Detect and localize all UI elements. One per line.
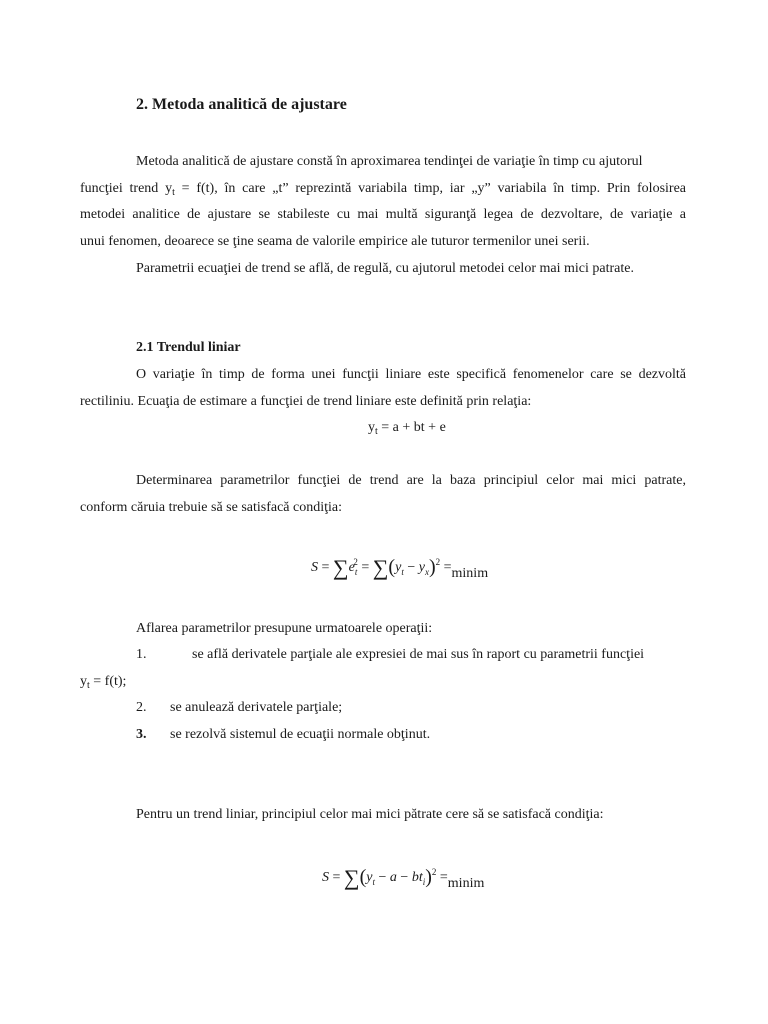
step-3-text: se rezolvă sistemul de ecuaţii normale obţinut. (170, 727, 431, 742)
step-1-number: 1. (136, 647, 147, 662)
step-1-text: se află derivatele parţiale ale expresiei de mai sus în raport cu parametrii funcţiei (192, 647, 645, 662)
intro-line-3: metodei analitice de ajustare se stabileste cu mai multă siguranţă legea de dezvoltare, de variaţie a (80, 207, 686, 222)
intro-line-2: funcţiei trend $y_t = f(t)$, în care „t” reprezintă variabila timp, iar „y” variabila în timp. Prin folosirea (80, 181, 686, 198)
step-1-continuation: $y_t = f(t)$; (80, 674, 127, 691)
linear-least-squares-formula: $S = \sum(y_t - a - bt_i)^2$ =minim (322, 865, 485, 891)
least-squares-formula: $S = \sum e_t^2 = \sum(y_t - y_x)^2$ =minim (311, 555, 489, 581)
linear-line-2: rectiliniu. Ecuaţia de estimare a funcţiei de trend liniare este definită prin relaţia: (80, 394, 532, 409)
linear-condition-text: Pentru un trend liniar, principiul celor mai mici pătrate cere să se satisfacă condiţia: (136, 807, 604, 822)
intro-line-4: unui fenomen, deoarece se ţine seama de valorile empirice ale tuturor termenilor unei serii. (80, 234, 590, 249)
step-2-text: se anulează derivatele parţiale; (170, 700, 343, 715)
linear-line-1: O variaţie în timp de forma unei funcţii liniare este specifică fenomenelor care se dezvoltă (136, 367, 686, 382)
step-3-number: 3. (136, 727, 147, 742)
determination-line-2: conform căruia trebuie să se satisfacă condiţia: (80, 500, 342, 515)
intro-line-5: Parametrii ecuaţiei de trend se află, de regulă, cu ajutorul metodei celor mai mici patrate. (136, 261, 634, 276)
trend-equation: $y_t = a$ + bt + e (368, 420, 446, 437)
determination-line-1: Determinarea parametrilor funcţiei de trend are la baza principiul celor mai mici patrate, (136, 473, 686, 488)
step-2-number: 2. (136, 700, 147, 715)
subsection-title: 2.1 Trendul liniar (136, 340, 241, 355)
steps-intro: Aflarea parametrilor presupune urmatoarele operaţii: (136, 621, 433, 636)
section-title: 2. Metoda analitică de ajustare (136, 96, 347, 113)
intro-line-1: Metoda analitică de ajustare constă în aproximarea tendinţei de variaţie în timp cu ajutorul (136, 154, 643, 169)
